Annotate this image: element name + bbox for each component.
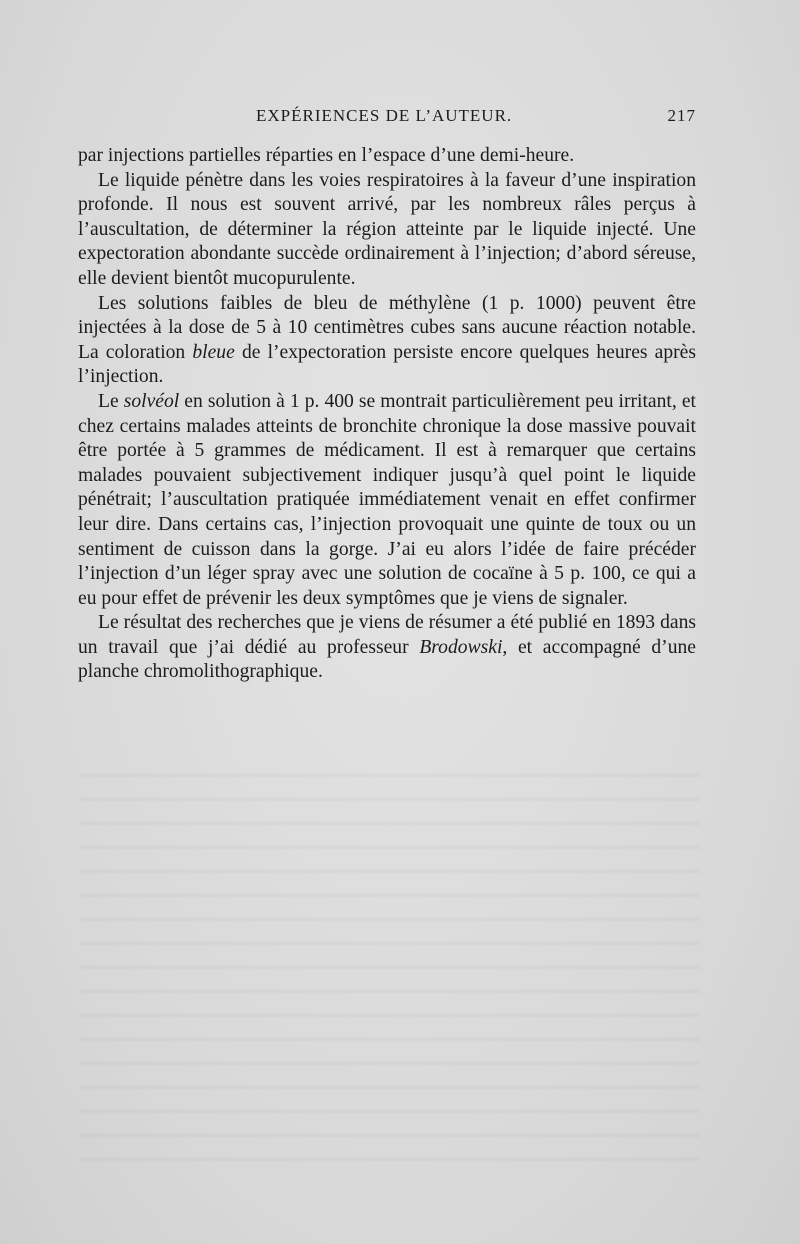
paragraph-3 xyxy=(78,292,696,390)
text-segment: Le xyxy=(98,390,124,412)
italic-name-brodowski: Brodowski xyxy=(419,636,503,658)
page-number: 217 xyxy=(667,106,696,125)
italic-term-solveol: solvéol xyxy=(123,390,180,412)
text-segment: de l’expectoration persiste encore quelques heures après l’injection. xyxy=(78,341,696,388)
paragraph-2 xyxy=(78,169,696,292)
text-segment: , et accompagné d’une planche chromolithographique. xyxy=(78,636,696,683)
show-through-text xyxy=(80,760,700,1180)
text-segment: en solution à 1 p. 400 se montrait particulièrement peu irritant, et chez certains malades atteints de bronchite chronique la dose massive pouvait être portée à 5 grammes de médicament. Il est à remarquer que certains malades pouvaient subjectivement indiquer jusqu’à quel point le liquide pénétrait; l’auscultation pratiquée immédiatement venait en effet confirmer leur dire. Dans certains cas, l’injection provoquait une quinte de toux ou un sentiment de cuisson dans la gorge. J’ai eu alors l’idée de faire précéder l’injection d’un léger spray avec une solution de cocaïne à 5 p. 100, ce qui a eu pour effet de prévenir les deux symptômes que je viens de signaler. xyxy=(78,390,696,609)
text-segment: Le résultat des recherches que je viens de résumer a été publié en 1893 dans un travail que j’ai dédié au professeur xyxy=(78,612,696,658)
running-header xyxy=(78,106,696,132)
running-title: EXPÉRIENCES DE L’AUTEUR. xyxy=(256,106,513,125)
paragraph-5 xyxy=(78,611,696,685)
body-text xyxy=(78,144,696,685)
text-segment: par injections partielles réparties en l’espace d’une demi-heure. xyxy=(78,145,575,166)
paragraph-4 xyxy=(78,390,696,611)
italic-term-bleue: bleue xyxy=(192,341,235,363)
text-segment: Les solutions faibles de bleu de méthylène (1 p. 1000) peuvent être injectées à la dose de 5 à 10 centimètres cubes sans aucune réaction notable. La coloration xyxy=(78,292,696,363)
paragraph-1 xyxy=(78,144,696,169)
text-segment: Le liquide pénètre dans les voies respiratoires à la faveur d’une inspiration profonde. Il nous est souvent arrivé, par les nombreux râles perçus à l’auscultation, de déterminer la région atteinte par le liquide injecté. Une expectoration abondante succède ordinairement à l’injection; d’abord séreuse, elle devient bientôt mucopurulente. xyxy=(78,169,696,289)
